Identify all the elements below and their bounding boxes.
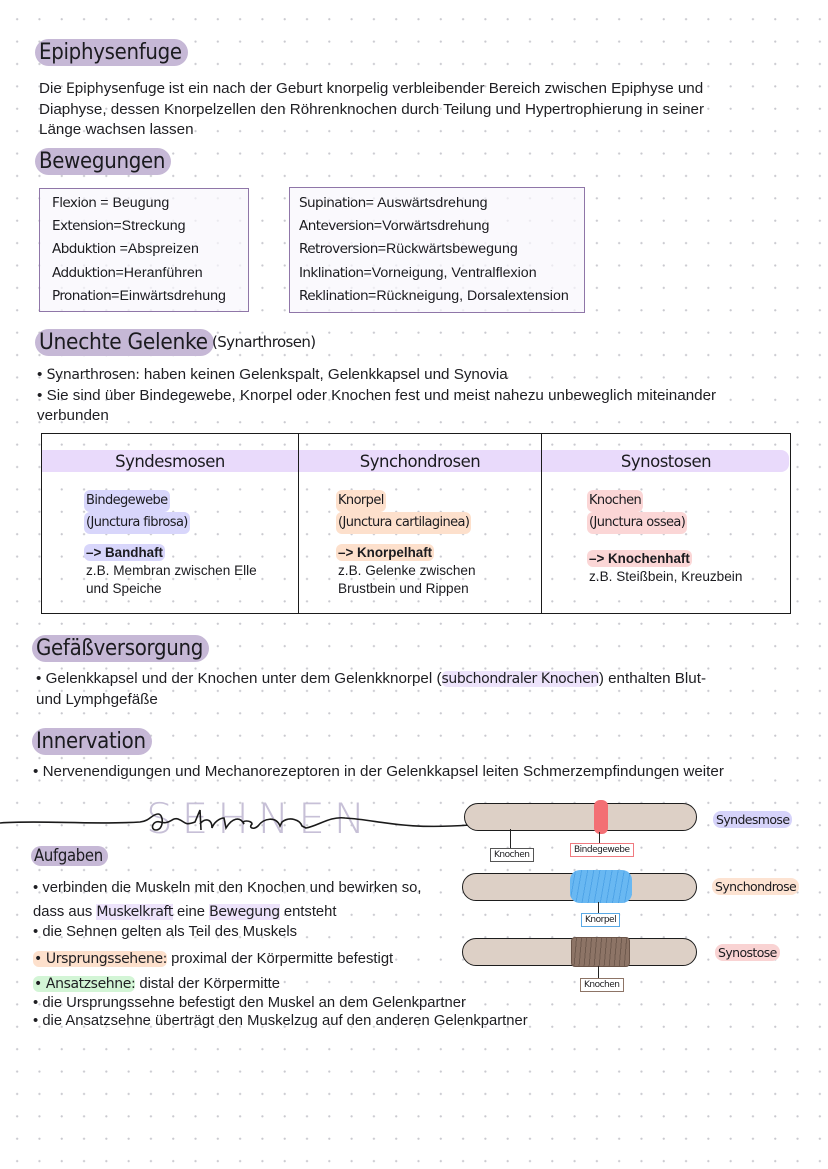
example: und Speiche [86,580,162,596]
heading-epiphysenfuge: Epiphysenfuge [35,39,188,66]
example: z.B. Gelenke zwischen [338,563,476,578]
movement-row [52,262,248,285]
bullet: • [33,924,39,940]
haft-type: –> Knorpelhaft [338,545,433,560]
text: die Ursprungssehne befestigt den Muskel an dem Gelenkpartner [42,995,466,1011]
subheading-synarthrosen: (Synarthrosen) [212,333,316,351]
term: Inklination [299,264,364,281]
meaning: Auswärtsdrehung [377,195,488,211]
meaning: Vorneigung, Ventralflexion [371,264,537,281]
text: haben keinen Gelenkspalt, Gelenkkapsel und Synovia [139,366,508,383]
bullet: • [34,976,42,992]
term: Adduktion [52,264,116,281]
text: die Ansatzsehne überträgt den Muskelzug auf den anderen Gelenkpartner [42,1013,528,1029]
latin-name: (Junctura cartilaginea) [336,512,471,534]
text: Diaphyse, dessen Knorpelzellen den Röhrenknochen durch Teilung und Hypertrophierung in seiner [39,100,705,118]
sep: = [377,241,387,258]
text: distal der Körpermitte [135,976,281,992]
movement-row [52,215,248,238]
bindegewebe-joint-icon [594,800,608,834]
term: Abduktion [52,241,116,258]
latin-name: (Junctura fibrosa) [84,512,190,534]
movement-row [52,238,248,261]
text: verbunden [37,407,109,424]
heading-unechte-gelenke: Unechte Gelenke [35,329,214,356]
keyword-ansatzsehne: Ansatzsehne: [45,976,136,992]
tag-synchondrose: Synchondrose [712,878,799,895]
tag-synostose: Synostose [715,944,780,961]
meaning: Rückwärtsbewegung [386,241,518,258]
bullet: • [33,1013,39,1029]
bullet: • [33,880,39,896]
movement-row [299,215,584,238]
synarthrosen-bullets [37,365,807,427]
text: ist ein nach der Geburt knorpelig verbleibender Bereich zwischen Epiphyse und [164,80,704,97]
meaning: Rückneigung, Dorsalextension [376,287,569,304]
term: Pronation [52,287,112,304]
text: Nervenendigungen und Mechanorezeptoren in der Gelenkkapsel leiten Schmerzempfindungen weiter [42,763,724,780]
label-knorpel: Knorpel [581,913,620,927]
bullet: • [37,366,43,383]
script-path [0,810,470,830]
tissue: Knorpel [336,490,386,512]
knochen-joint-icon [571,937,630,967]
table-cell-synostosen [542,434,791,614]
text: entsteht [279,904,337,920]
heading-gefaessversorgung: Gefäßversorgung [32,635,209,662]
sep: = [96,195,113,211]
column-header: Synostosen [620,452,712,471]
term: Supination [299,195,366,211]
table-cell-syndesmosen [42,434,299,614]
text: proximal der Körpermitte befestigt [167,951,394,967]
label-stem [510,829,511,849]
innervation-text [33,762,823,783]
term: Flexion [52,195,97,211]
latin-name: (Junctura ossea) [587,512,687,534]
epiphysenfuge-paragraph [39,79,809,141]
sep: = [363,264,372,281]
meaning: Heranführen [123,264,203,281]
label-knochen-synostose: Knochen [580,978,624,992]
text: ) enthalten Blut- [598,670,707,687]
label-bindegewebe: Bindegewebe [570,843,634,857]
sep: = [373,218,383,235]
text: Länge wachsen lassen [39,121,194,138]
sep: = [113,218,122,235]
movement-row [299,192,584,215]
heading-innervation: Innervation [32,728,152,755]
example: Brustbein und Rippen [338,580,469,596]
term: Retroversion [299,241,378,258]
movement-row [52,285,248,308]
synarthrosen-table [41,433,791,614]
gefaessversorgung-text [36,669,816,710]
movement-row [299,238,584,261]
keyword-synarthrosen: Synarthrosen: [46,367,140,383]
sep: = [368,287,377,304]
movement-row [299,285,584,308]
bullet: • [34,951,42,967]
bullet: • [33,763,39,780]
bone-syndesmose [464,803,697,831]
sehnen-title: SEHNEN [146,794,375,843]
bullet: • [33,995,39,1011]
sep: = [111,287,120,304]
movements-box-left [39,188,249,312]
meaning: Abspreizen [127,241,199,258]
text: verbinden die Muskeln mit den Knochen und bewirken so, [42,880,422,896]
sehnen-script-line-icon [0,800,470,845]
term: Reklination [299,287,369,304]
meaning: Einwärtsdrehung [119,287,226,304]
term: Anteversion [299,218,374,235]
column-header: Synchondrosen [359,452,481,471]
keyword-ursprungssehne: Ursprungssehene: [45,951,167,967]
tissue: Knochen [587,490,643,512]
text: Gelenkkapsel und der Knochen unter dem Gelenkknorpel ( [45,670,442,687]
sep: = [115,264,124,281]
table-cell-synchondrosen [299,434,542,614]
meaning: Beugung [112,195,170,211]
movement-row [299,262,584,285]
example: z.B. Steißbein, Kreuzbein [589,569,743,584]
keyword-muskelkraft: Muskelkraft [96,904,173,920]
keyword-bewegung: Bewegung [209,904,280,920]
tissue: Bindegewebe [84,490,170,512]
movements-box-right [289,187,585,313]
haft-type: –> Knochenhaft [589,551,690,566]
tag-syndesmose: Syndesmose [713,811,792,828]
keyword-epiphysenfuge: Epiphysenfuge [66,81,165,97]
bullet: • [36,670,42,687]
text: dass aus [33,904,97,920]
text: und Lymphgefäße [36,690,158,708]
example: z.B. Membran zwischen Elle [86,563,257,578]
column-header: Syndesmosen [115,452,225,471]
label-knochen: Knochen [490,848,534,862]
bullet: • [37,386,43,404]
text: Die [39,80,67,97]
text: die Sehnen gelten als Teil des Muskels [42,924,298,940]
heading-bewegungen: Bewegungen [35,148,171,175]
haft-type: –> Bandhaft [86,545,164,560]
meaning: Streckung [121,218,186,235]
keyword-subchondraler-knochen: subchondraler Knochen [441,671,599,687]
sep: = [365,195,378,211]
text: Sie sind über Bindegewebe, Knorpel oder Knochen fest und meist nahezu unbeweglich miteinander [46,386,717,404]
heading-aufgaben: Aufgaben [31,846,108,866]
knorpel-joint-icon [570,870,632,903]
term: Extension [52,218,114,235]
meaning: Vorwärtsdrehung [382,218,490,235]
text: eine [172,904,210,920]
movement-row [52,192,248,215]
sep: = [115,241,128,258]
